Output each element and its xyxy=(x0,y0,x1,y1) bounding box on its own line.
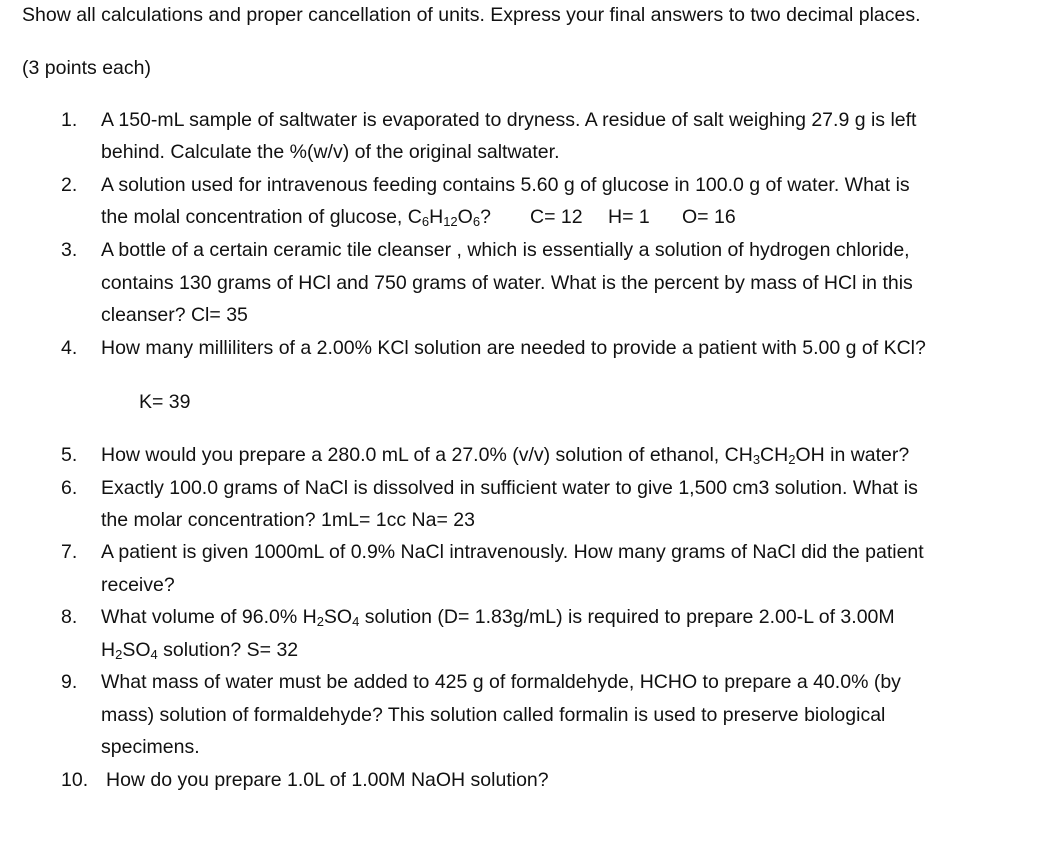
instructions-text: Show all calculations and proper cancellation of units. Express your final answers to two decimal places. xyxy=(22,4,921,26)
question-text-line-formula xyxy=(101,443,909,467)
question-text-line-formula xyxy=(101,605,895,629)
question-text-line: specimens. xyxy=(101,736,200,758)
formula-subscript: 2 xyxy=(788,452,796,467)
formula-subscript: 2 xyxy=(316,614,324,629)
atomic-mass-o: O= 16 xyxy=(682,206,736,228)
formula-end: ? xyxy=(480,206,491,228)
question-text-line: cleanser? Cl= 35 xyxy=(101,304,248,326)
formula-part: O xyxy=(457,206,473,228)
question-number: 1. xyxy=(61,109,78,131)
formula-part: SO xyxy=(122,639,151,661)
question-text-line: mass) solution of formaldehyde? This solution called formalin is used to preserve biological xyxy=(101,704,886,726)
question-text-line: contains 130 grams of HCl and 750 grams of water. What is the percent by mass of HCl in this xyxy=(101,272,913,294)
formula-prefix: the molal concentration of glucose, C xyxy=(101,206,422,228)
question-text-line: How many milliliters of a 2.00% KCl solution are needed to provide a patient with 5.00 g of KCl? xyxy=(101,337,926,359)
atomic-mass-note: K= 39 xyxy=(139,391,191,413)
question-number: 4. xyxy=(61,337,78,359)
question-text-line: A 150-mL sample of saltwater is evaporated to dryness. A residue of salt weighing 27.9 g is left xyxy=(101,109,917,131)
formula-suffix: OH in water? xyxy=(795,444,910,466)
points-note: (3 points each) xyxy=(22,57,151,79)
question-text-line: receive? xyxy=(101,574,175,596)
formula-part: SO xyxy=(323,606,353,628)
formula-suffix: solution? S= 32 xyxy=(157,639,299,661)
question-text-line-formula xyxy=(101,205,491,229)
question-text-line: behind. Calculate the %(w/v) of the original saltwater. xyxy=(101,141,560,163)
question-number: 2. xyxy=(61,174,78,196)
formula-subscript: 6 xyxy=(472,214,481,229)
formula-part: H xyxy=(429,206,444,228)
formula-subscript: 4 xyxy=(352,614,360,629)
question-text-line: Exactly 100.0 grams of NaCl is dissolved in sufficient water to give 1,500 cm3 solution. What is xyxy=(101,477,918,499)
formula-suffix: solution (D= 1.83g/mL) is required to prepare 2.00-L of 3.00M xyxy=(359,606,895,628)
question-text-line: the molar concentration? 1mL= 1cc Na= 23 xyxy=(101,509,475,531)
question-text-line: A bottle of a certain ceramic tile cleanser , which is essentially a solution of hydrogen chloride, xyxy=(101,239,910,261)
formula-prefix: What volume of 96.0% H xyxy=(101,606,317,628)
question-number: 3. xyxy=(61,239,78,261)
question-number: 8. xyxy=(61,606,78,628)
question-text-line: A patient is given 1000mL of 0.9% NaCl intravenously. How many grams of NaCl did the patient xyxy=(101,541,924,563)
formula-subscript: 3 xyxy=(752,452,761,467)
question-text-line-formula xyxy=(101,638,298,662)
formula-subscript: 2 xyxy=(115,647,123,662)
formula-subscript: 12 xyxy=(443,214,458,229)
atomic-mass-h: H= 1 xyxy=(608,206,650,228)
question-number: 10. xyxy=(61,769,89,791)
atomic-mass-c: C= 12 xyxy=(530,206,583,228)
formula-prefix: H xyxy=(101,639,116,661)
question-number: 9. xyxy=(61,671,78,693)
formula-prefix: How would you prepare a 280.0 mL of a 27.0% (v/v) solution of ethanol, CH xyxy=(101,444,753,466)
question-number: 5. xyxy=(61,444,78,466)
formula-subscript: 4 xyxy=(150,647,158,662)
question-text-line: How do you prepare 1.0L of 1.00M NaOH solution? xyxy=(106,769,549,791)
question-number: 6. xyxy=(61,477,78,499)
question-text-line: What mass of water must be added to 425 g of formaldehyde, HCHO to prepare a 40.0% (by xyxy=(101,671,901,693)
formula-subscript: 6 xyxy=(421,214,430,229)
formula-part: CH xyxy=(760,444,789,466)
question-text-line: A solution used for intravenous feeding contains 5.60 g of glucose in 100.0 g of water. What is xyxy=(101,174,910,196)
question-number: 7. xyxy=(61,541,78,563)
